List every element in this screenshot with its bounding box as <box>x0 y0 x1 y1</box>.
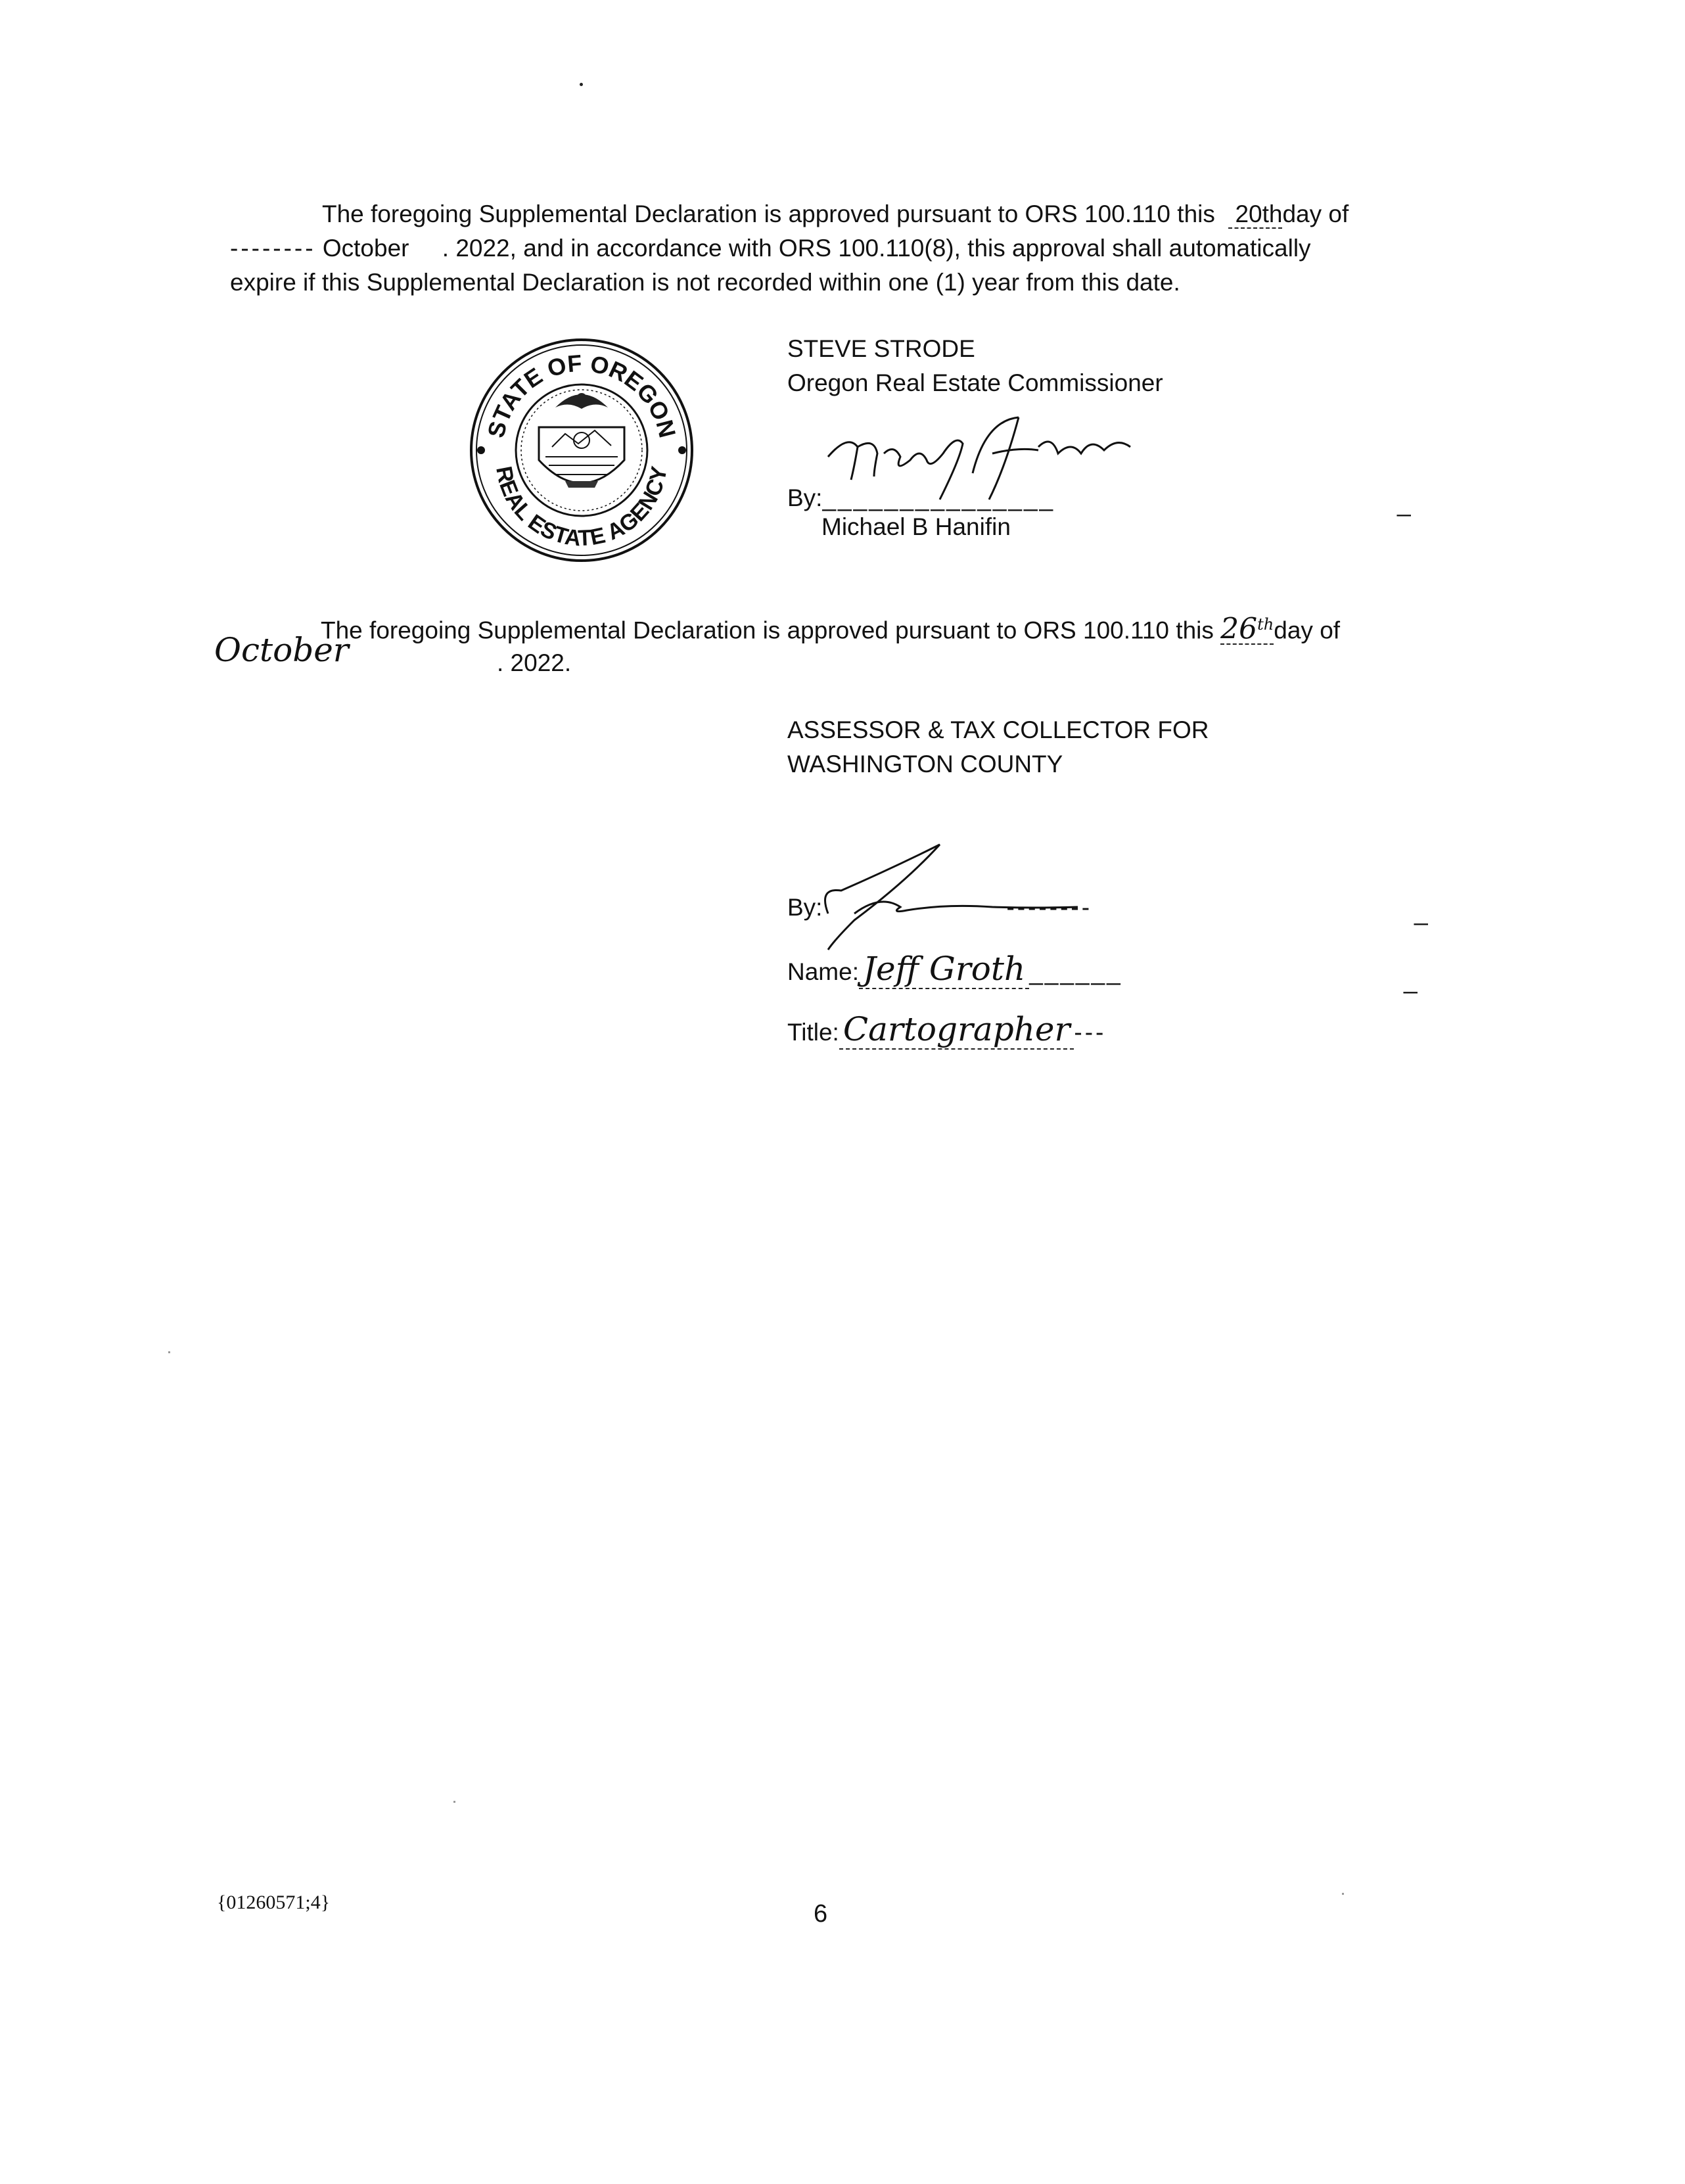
assessor-name-value: Jeff Groth <box>859 950 1029 989</box>
commissioner-name: STEVE STRODE <box>787 335 975 362</box>
commissioner-by-label: By: <box>787 484 823 511</box>
approval1-line1-end: day of <box>1282 200 1349 227</box>
approval2-line1-end: day of <box>1274 616 1341 644</box>
commissioner-signatory: Michael B Hanifin <box>821 513 1011 540</box>
assessor-by-label: By: <box>787 894 823 921</box>
scan-speck <box>580 83 583 86</box>
seal-bottom-text: REAL ESTATE AGENCY <box>491 464 672 551</box>
approval2-day: 26th <box>1220 612 1274 646</box>
assessor-title-line: --- <box>1074 1019 1107 1046</box>
approval2-month: October <box>214 631 349 669</box>
approval2-line1-text: The foregoing Supplemental Declaration is approved pursuant to ORS 100.110 this <box>321 616 1214 644</box>
oregon-real-estate-agency-seal <box>467 335 697 565</box>
assessor-trailing-mark-2: _ <box>1404 967 1418 994</box>
assessor-trailing-mark-1: _ <box>1414 898 1428 925</box>
commissioner-title: Oregon Real Estate Commissioner <box>787 369 1163 396</box>
approval1-month: October <box>322 235 409 262</box>
approval1-line3: expire if this Supplemental Declaration is not recorded within one (1) year from this date. <box>230 269 1180 296</box>
assessor-line1: ASSESSOR & TAX COLLECTOR FOR <box>787 716 1209 743</box>
page-number: 6 <box>814 1900 828 1928</box>
approval1-line1 <box>322 197 1349 231</box>
approval1-line1-text: The foregoing Supplemental Declaration is approved pursuant to ORS 100.110 this <box>322 200 1215 227</box>
approval1-line2 <box>230 231 1311 266</box>
approval1-dashes: -------- <box>230 235 316 262</box>
approval1-day: 20th <box>1228 201 1282 229</box>
scan-speck <box>168 1351 170 1353</box>
assessor-title-value: Cartographer <box>839 1010 1074 1050</box>
assessor-name-line: ______ <box>1029 958 1122 985</box>
assessor-title-label: Title: <box>787 1019 839 1046</box>
assessor-line2: WASHINGTON COUNTY <box>787 751 1063 778</box>
assessor-by-line: -------- <box>1006 894 1093 921</box>
commissioner-by-line: _______________ <box>822 484 1055 511</box>
assessor-name-label: Name: <box>787 958 859 985</box>
scan-speck <box>1342 1893 1344 1895</box>
approval1-line2-text: . 2022, and in accordance with ORS 100.110(8), this approval shall automatically <box>442 235 1311 262</box>
document-id: {01260571;4} <box>217 1892 331 1913</box>
assessor-by-row <box>787 891 1092 925</box>
approval2-year: . 2022. <box>497 649 572 676</box>
approval2-line1 <box>321 611 1340 647</box>
commissioner-trailing-mark: _ <box>1397 490 1411 517</box>
scan-speck <box>453 1801 455 1803</box>
assessor-name-row <box>787 952 1122 989</box>
assessor-title-row <box>787 1012 1106 1050</box>
seal-top-text: STATE OF OREGON <box>482 349 681 440</box>
